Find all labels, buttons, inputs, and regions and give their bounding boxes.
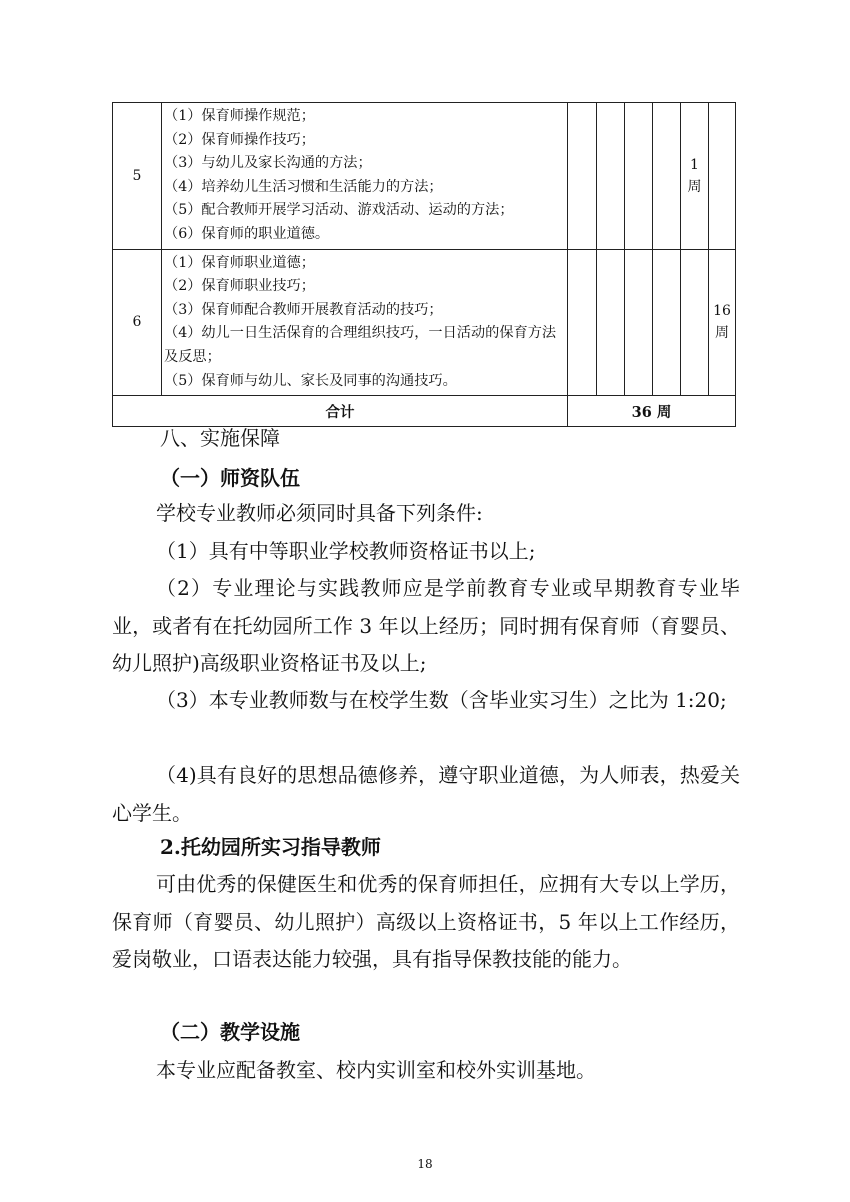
list-item: （1）保育师操作规范； bbox=[164, 108, 315, 124]
row-content bbox=[162, 103, 568, 250]
subsection-heading: （一）师资队伍 bbox=[160, 466, 300, 490]
total-label: 合计 bbox=[113, 396, 568, 427]
row-number: 5 bbox=[113, 103, 162, 250]
list-item: （5）保育师与幼儿、家长及同事的沟通技巧。 bbox=[164, 372, 457, 389]
paragraph: （2）专业理论与实践教师应是学前教育专业或早期教育专业毕业，或者有在托幼园所工作 3 年以上经历；同时拥有保育师（育婴员、幼儿照护)高级职业资格证书及以上; bbox=[112, 576, 740, 675]
list-item: （6）保育师的职业道德。 bbox=[164, 225, 330, 242]
row-content bbox=[162, 249, 568, 396]
section-heading: 八、实施保障 bbox=[160, 426, 280, 450]
list-item: （4）培养幼儿生活习惯和生活能力的方法； bbox=[164, 178, 443, 195]
paragraph: （1）具有中等职业学校教师资格证书以上; bbox=[156, 539, 536, 563]
week-value: 1周 bbox=[687, 156, 702, 195]
week-cell bbox=[681, 103, 709, 250]
list-item: （2）保育师操作技巧； bbox=[164, 131, 315, 148]
page-number: 18 bbox=[417, 1157, 433, 1171]
total-value: 36 周 bbox=[568, 396, 736, 427]
row-number: 6 bbox=[113, 249, 162, 396]
list-item: （3）保育师配合教师开展教育活动的技巧； bbox=[164, 301, 443, 318]
paragraph: 本专业应配备教室、校内实训室和校外实训基地。 bbox=[156, 1058, 596, 1082]
list-item: （5）配合教师开展学习活动、游戏活动、运动的方法； bbox=[164, 202, 514, 219]
list-item: （2）保育师职业技巧； bbox=[164, 278, 315, 295]
subsection-heading: 2.托幼园所实习指导教师 bbox=[160, 835, 381, 859]
table-row bbox=[113, 103, 736, 250]
list-item: （1）保育师职业道德； bbox=[164, 254, 315, 271]
week-cell bbox=[709, 249, 736, 396]
week-value: 16周 bbox=[713, 303, 731, 342]
paragraph: 可由优秀的保健医生和优秀的保育师担任，应拥有大专以上学历，保育师（育婴员、幼儿照护）高级以上资格证书，5 年以上工作经历，爱岗敬业，口语表达能力较强，具有指导保教技能的能力。 bbox=[112, 872, 740, 971]
paragraph: （3）本专业教师数与在校学生数（含毕业实习生）之比为 1:20; bbox=[156, 688, 727, 712]
subsection-heading: （二）教学设施 bbox=[160, 1020, 300, 1044]
training-plan-table bbox=[112, 102, 736, 427]
paragraph: （4)具有良好的思想品德修养，遵守职业道德，为人师表，热爱关心学生。 bbox=[112, 763, 740, 825]
list-item: （4）幼儿一日生活保育的合理组织技巧，一日活动的保育方法及反思； bbox=[164, 325, 557, 365]
list-item: （3）与幼儿及家长沟通的方法； bbox=[164, 155, 372, 172]
table-row bbox=[113, 249, 736, 396]
paragraph: 学校专业教师必须同时具备下列条件: bbox=[156, 501, 483, 525]
